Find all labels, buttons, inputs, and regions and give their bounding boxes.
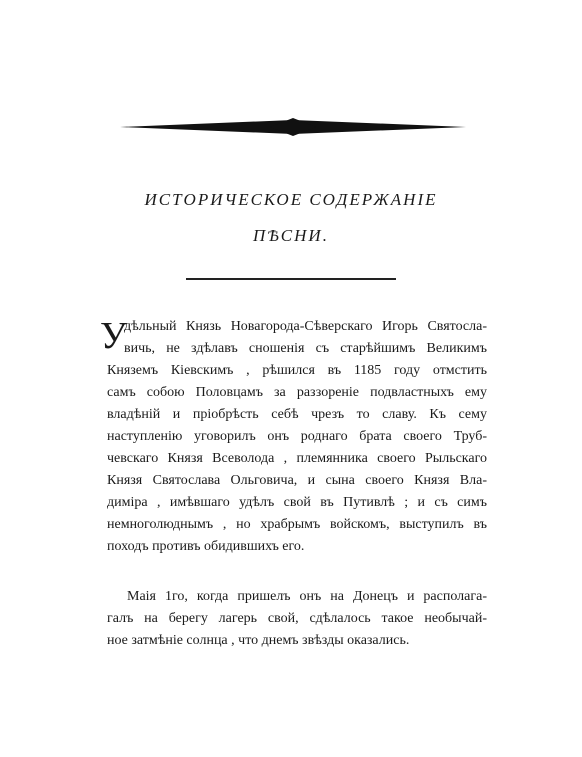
text-line: Князя Святослава Ольговича, и сына своего Князя Вла- bbox=[107, 473, 487, 488]
text-line: походъ противъ обидившихъ его. bbox=[107, 539, 305, 554]
text-line: Маія 1го, когда пришелъ онъ на Донецъ и располага- bbox=[127, 589, 487, 604]
text-line: дѣльный Князь Новагорода-Сѣверскаго Игорь Святосла- bbox=[124, 319, 487, 334]
text-line: самъ собою Половцамъ за раззореніе подвластныхъ ему bbox=[107, 385, 487, 400]
ornamental-rule bbox=[120, 118, 466, 136]
text-line: галъ на берегу лагерь свой, сдѣлалось такое необычай- bbox=[107, 611, 487, 626]
drop-cap: У bbox=[100, 315, 127, 357]
text-line: вичь, не здѣлавъ сношенія съ старѣйшимъ Великимъ bbox=[124, 341, 487, 356]
text-line: наступленію уговорилъ онъ роднаго брата своего Труб- bbox=[107, 429, 487, 444]
text-line: чевскаго Князя Всеволода , племянника своего Рыльскаго bbox=[107, 451, 487, 466]
title-divider bbox=[186, 278, 396, 280]
page-title: ИСТОРИЧЕСКОЕ СОДЕРЖАНІЕ bbox=[144, 190, 438, 209]
text-line: диміра , имѣвшаго удѣлъ свой въ Путивлѣ ; и съ симъ bbox=[107, 495, 487, 510]
page-subtitle: ПѢСНИ. bbox=[253, 226, 329, 245]
text-line: Княземъ Кіевскимъ , рѣшился въ 1185 году отмстить bbox=[107, 363, 487, 378]
text-line: владѣній и пріобрѣсть себѣ чрезъ то славу. Къ сему bbox=[107, 407, 487, 422]
text-line: ное затмѣніе солнца , что днемъ звѣзды оказались. bbox=[107, 633, 410, 648]
text-line: немноголюднымъ , но храбрымъ войскомъ, выступилъ въ bbox=[107, 517, 487, 532]
